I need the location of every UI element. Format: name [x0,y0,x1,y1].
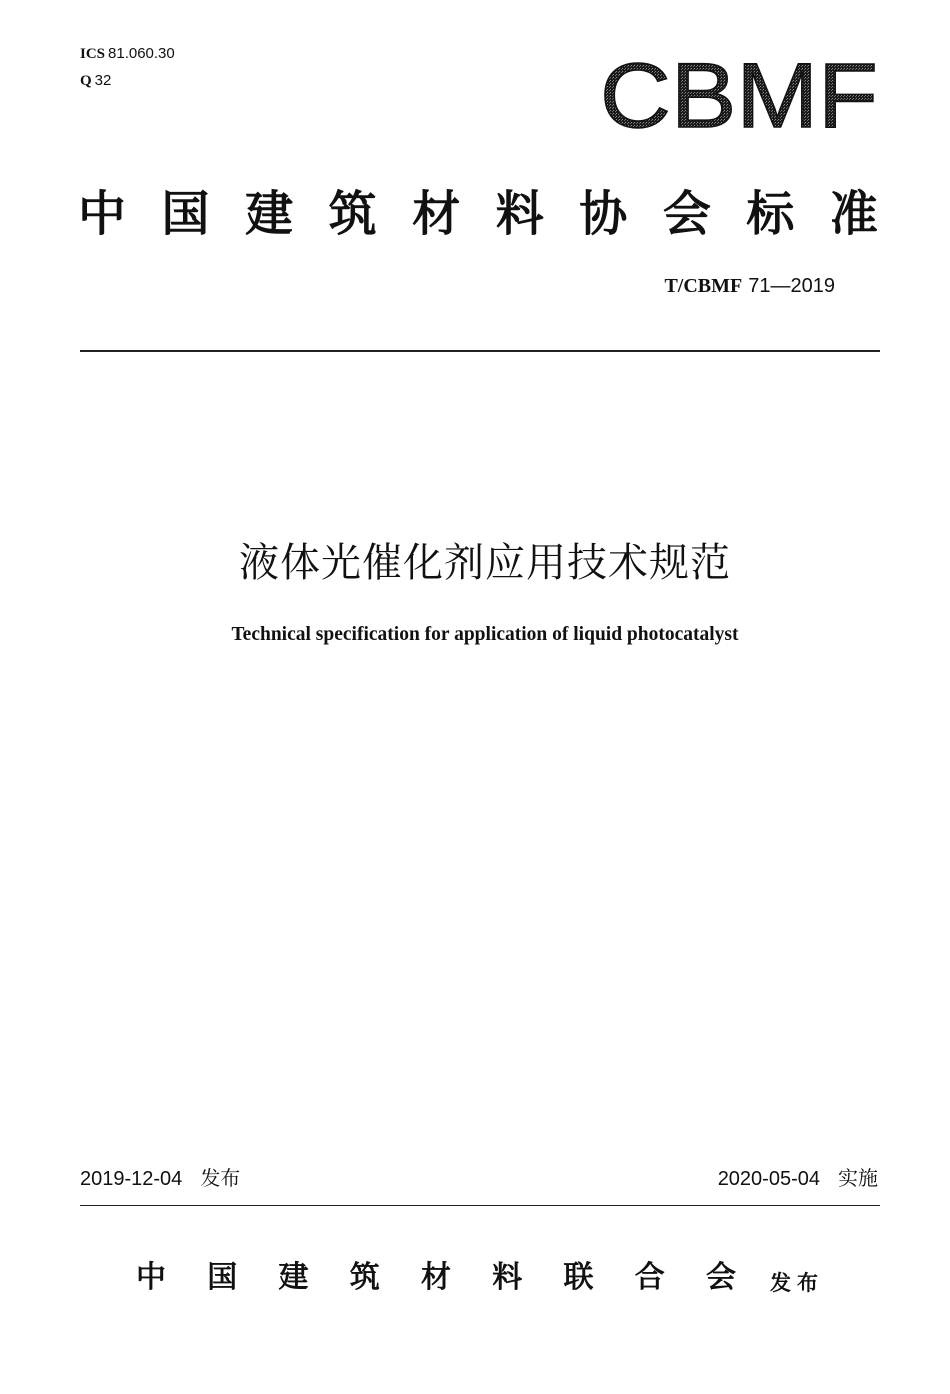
publisher-name-char: 国 [207,1260,238,1295]
ccs-code-value: 32 [94,72,112,89]
ics-code-value: 81.060.30 [108,45,175,62]
implementation-label: 实施 [838,1166,878,1190]
association-title-char: 准 [829,186,878,242]
publisher-name-char: 合 [634,1260,665,1295]
document-title-zh: 液体光催化剂应用技术规范 [239,540,731,586]
association-title-char: 会 [662,186,711,242]
header-divider [80,350,880,352]
issue-date-row [80,1164,240,1193]
publisher-action: 发布 [770,1270,824,1295]
association-title-char: 中 [78,186,127,242]
association-title-char: 筑 [328,186,377,242]
ics-code-key: ICS [80,46,106,62]
ics-code [80,44,175,63]
standard-number-prefix: T/CBMF [664,275,743,297]
footer-divider [80,1205,880,1206]
ccs-code-key: Q [80,73,92,89]
cbmf-logo-text: CBMF [600,56,878,134]
document-title-en: Technical specification for application of liquid photocatalyst [231,624,739,645]
association-title-char: 料 [495,186,544,242]
standard-number-value: 71—2019 [748,275,835,297]
publisher-name-char: 筑 [349,1260,380,1295]
publisher-name-char: 会 [706,1260,736,1295]
association-title-char: 国 [161,186,210,242]
issue-label: 发布 [200,1166,241,1190]
publisher-name-char: 联 [563,1260,594,1295]
publisher-name-char: 料 [492,1260,523,1295]
publisher-name-char: 建 [278,1260,309,1295]
association-title-char: 材 [412,186,461,242]
issue-date: 2019-12-04 [80,1168,183,1190]
standard-number [664,273,835,298]
ccs-code [80,71,111,90]
implementation-date: 2020-05-04 [717,1168,820,1190]
publisher-name [136,1258,736,1298]
association-standard-title [78,184,878,244]
association-title-char: 建 [245,186,294,242]
publisher-name-char: 材 [421,1260,451,1295]
cbmf-logo [598,56,880,134]
implementation-date-row [718,1164,878,1193]
association-title-char: 标 [746,186,795,242]
association-title-char: 协 [579,186,628,242]
publisher-name-char: 中 [136,1260,166,1295]
